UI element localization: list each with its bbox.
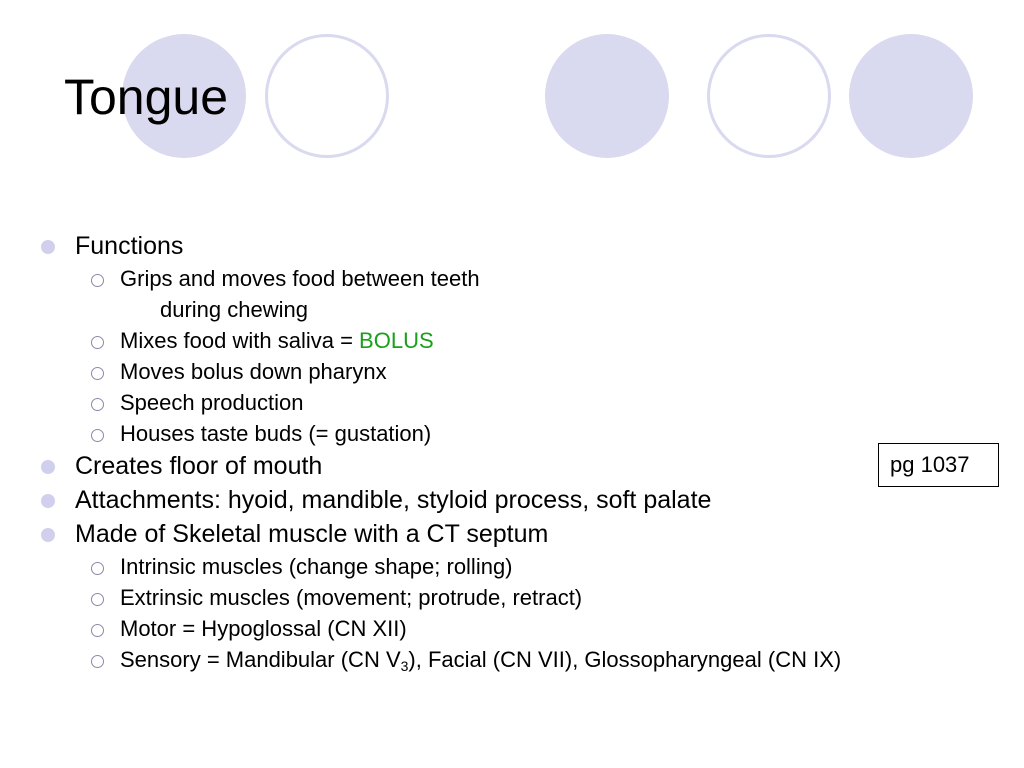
sub-bullet-motor	[40, 613, 980, 644]
sub-bullet-extrinsic	[40, 582, 980, 613]
sub-bullet-ring-icon	[91, 398, 104, 411]
bullet-dot-icon	[41, 240, 55, 254]
sub-bullet-ring-icon	[91, 562, 104, 575]
bullet-item-functions	[40, 229, 980, 263]
sub-bullet-ring-icon	[91, 336, 104, 349]
bullet-text: Creates floor of mouth	[75, 452, 323, 480]
bullet-text: Functions	[75, 232, 184, 260]
bullet-dot-icon	[41, 528, 55, 542]
sub-bullet-ring-icon	[91, 274, 104, 287]
sub-bullet-intrinsic	[40, 551, 980, 582]
slide-title: Tongue	[64, 69, 229, 125]
bullet-text: Attachments: hyoid, mandible, styloid process, soft palate	[75, 486, 712, 514]
bullet-list	[40, 229, 980, 675]
sub-bullet-text: Grips and moves food between teeth	[120, 266, 480, 291]
sub-bullet-ring-icon	[91, 367, 104, 380]
sub-bullet-text: Mixes food with saliva =	[120, 328, 360, 353]
bolus-highlight: BOLUS	[359, 328, 434, 353]
decor-circle-filled-2	[545, 34, 669, 158]
subscript-text: 3	[400, 658, 409, 674]
sub-bullet-taste-buds	[40, 418, 980, 449]
decor-circle-filled-3	[849, 34, 973, 158]
bullet-dot-icon	[41, 460, 55, 474]
sub-bullet-continuation-text: during chewing	[160, 297, 308, 322]
bullet-text: Made of Skeletal muscle with a CT septum	[75, 520, 549, 548]
sub-bullet-text: Speech production	[120, 390, 304, 415]
bullet-item-muscle	[40, 517, 980, 551]
decor-circle-ring-1	[265, 34, 389, 158]
bullet-dot-icon	[41, 494, 55, 508]
sub-bullet-speech	[40, 387, 980, 418]
sub-bullet-text: Moves bolus down pharynx	[120, 359, 387, 384]
bullet-item-attachments	[40, 483, 980, 517]
sub-bullet-bolus	[40, 325, 980, 356]
decor-circle-ring-2	[707, 34, 831, 158]
sub-bullet-text: Extrinsic muscles (movement; protrude, retract)	[120, 585, 583, 610]
sub-bullet-text: Intrinsic muscles (change shape; rolling)	[120, 554, 513, 579]
bullet-item-floor	[40, 449, 980, 483]
sub-bullet-grips	[40, 263, 980, 294]
sub-bullet-ring-icon	[91, 655, 104, 668]
sub-bullet-text: Motor = Hypoglossal (CN XII)	[120, 616, 407, 641]
sub-bullet-ring-icon	[91, 624, 104, 637]
sub-bullet-text-after: ), Facial (CN VII), Glossopharyngeal (CN IX)	[408, 647, 842, 672]
sub-bullet-ring-icon	[91, 593, 104, 606]
sub-bullet-pharynx	[40, 356, 980, 387]
sub-bullet-sensory	[40, 644, 980, 675]
sub-bullet-continuation	[40, 294, 980, 325]
sub-bullet-ring-icon	[91, 429, 104, 442]
sub-bullet-text: Houses taste buds (= gustation)	[120, 421, 432, 446]
sub-bullet-text-before: Sensory = Mandibular (CN V	[120, 647, 401, 672]
page-reference-box: pg 1037	[878, 443, 999, 487]
